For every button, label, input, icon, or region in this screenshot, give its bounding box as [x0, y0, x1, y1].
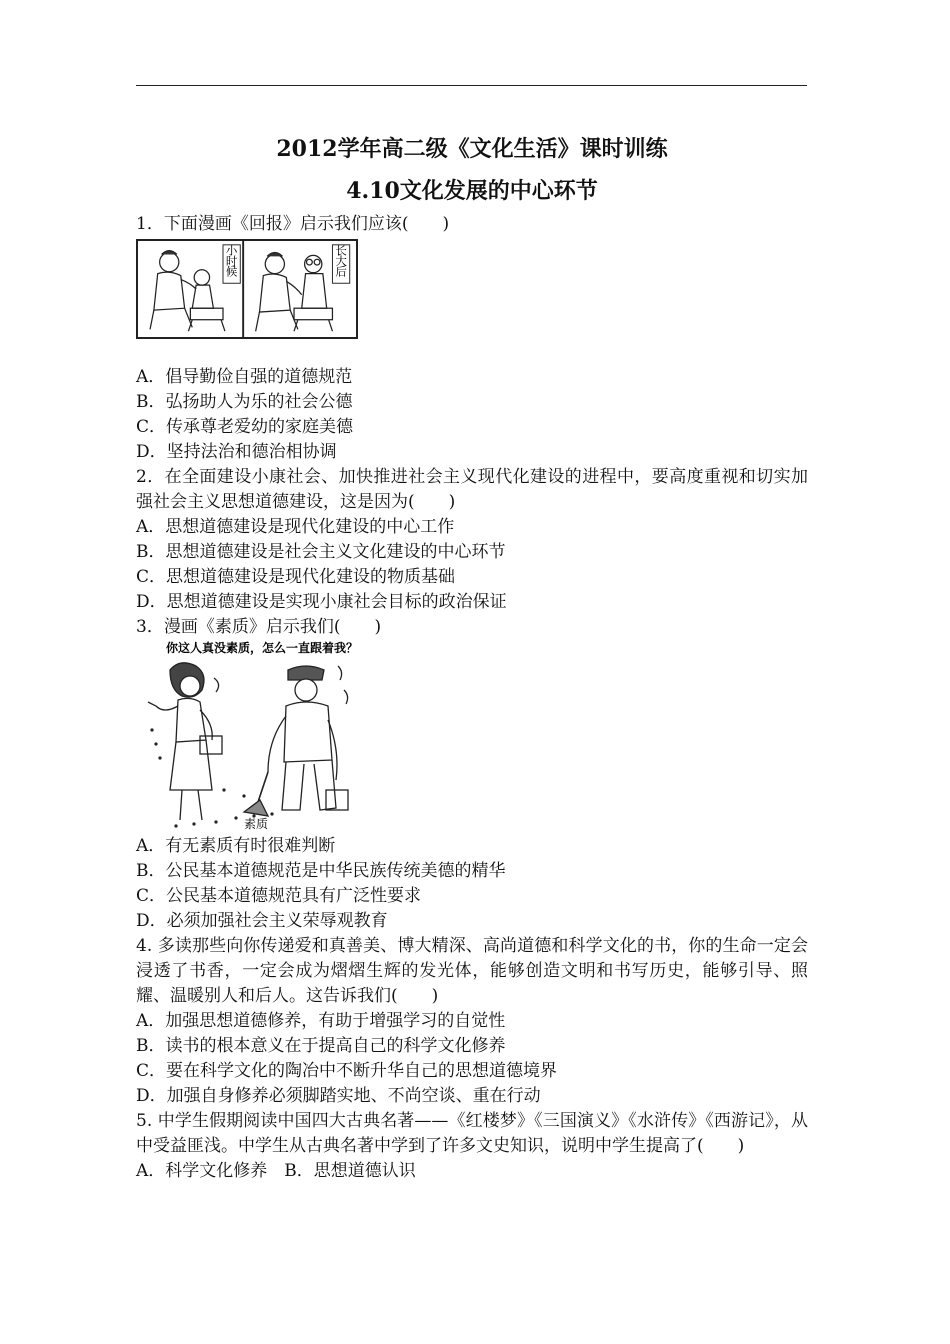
cartoon-speech-text: 你这人真没素质，怎么一直跟着我？ — [166, 641, 358, 655]
cartoon-quality-image — [136, 640, 358, 830]
svg-text:小: 小 — [225, 243, 238, 258]
svg-text:候: 候 — [225, 264, 238, 279]
question-5 — [136, 1109, 808, 1184]
header-rule — [136, 85, 807, 86]
question-stem: 1．下面漫画《回报》启示我们应该( ) — [136, 214, 450, 234]
svg-text:大: 大 — [335, 254, 347, 268]
cartoon-caption: 素质 — [243, 817, 269, 830]
option-d: D．必须加强社会主义荣辱观教育 — [136, 911, 388, 931]
option-c: C．要在科学文化的陶冶中不断升华自己的思想道德境界 — [136, 1061, 558, 1081]
question-1 — [136, 212, 808, 465]
option-a: A．有无素质有时很难判断 — [136, 836, 336, 856]
option-d: D．加强自身修养必须脚踏实地、不尚空谈、重在行动 — [136, 1086, 541, 1106]
question-3 — [136, 615, 808, 934]
svg-text:时: 时 — [225, 254, 238, 268]
right-label-box — [332, 243, 349, 283]
option-c: C．公民基本道德规范具有广泛性要求 — [136, 886, 422, 906]
question-2 — [136, 465, 808, 615]
question-4 — [136, 934, 808, 1109]
left-label-box — [223, 243, 240, 283]
document-title: 2012学年高二级《文化生活》课时训练 — [276, 136, 668, 162]
option-d: D．思想道德建设是实现小康社会目标的政治保证 — [136, 592, 507, 612]
option-b: B．读书的根本意义在于提高自己的科学文化修养 — [136, 1036, 506, 1056]
option-d: D．坚持法治和德治相协调 — [136, 442, 337, 462]
question-stem: 5. 中学生假期阅读中国四大古典名著——《红楼梦》《三国演义》《水浒传》《西游记》，从中受益匪浅。中学生从古典名著中学到了许多文史知识，说明中学生提高了( ) — [136, 1111, 808, 1156]
option-b: B．思想道德建设是社会主义文化建设的中心环节 — [136, 542, 506, 562]
option-b: B．弘扬助人为乐的社会公德 — [136, 392, 353, 412]
option-c: C．思想道德建设是现代化建设的物质基础 — [136, 567, 456, 587]
option-c: C．传承尊老爱幼的家庭美德 — [136, 417, 354, 437]
question-stem: 2．在全面建设小康社会、加快推进社会主义现代化建设的进程中，要高度重视和切实加强社会主义思想道德建设，这是因为( ) — [136, 467, 808, 512]
question-stem: 3．漫画《素质》启示我们( ) — [136, 617, 382, 637]
document-body — [136, 132, 808, 1184]
lesson-title: 4.10文化发展的中心环节 — [346, 178, 598, 204]
svg-text:长: 长 — [335, 243, 347, 258]
svg-text:后: 后 — [335, 264, 347, 279]
option-b: B．公民基本道德规范是中华民族传统美德的精华 — [136, 861, 506, 881]
option-a: A．思想道德建设是现代化建设的中心工作 — [136, 517, 455, 537]
option-a: A．倡导勤俭自强的道德规范 — [136, 367, 353, 387]
question-stem: 4. 多读那些向你传递爱和真善美、博大精深、高尚道德和科学文化的书，你的生命一定会浸透了书香，一定会成为熠熠生辉的发光体，能够创造文明和书写历史，能够引导、照耀、温暖别人和后人。这告诉我们( ) — [136, 936, 808, 1006]
options-inline: A．科学文化修养 B．思想道德认识 — [136, 1161, 416, 1181]
cartoon-repay-image — [136, 239, 358, 339]
option-a: A．加强思想道德修养，有助于增强学习的自觉性 — [136, 1011, 506, 1031]
